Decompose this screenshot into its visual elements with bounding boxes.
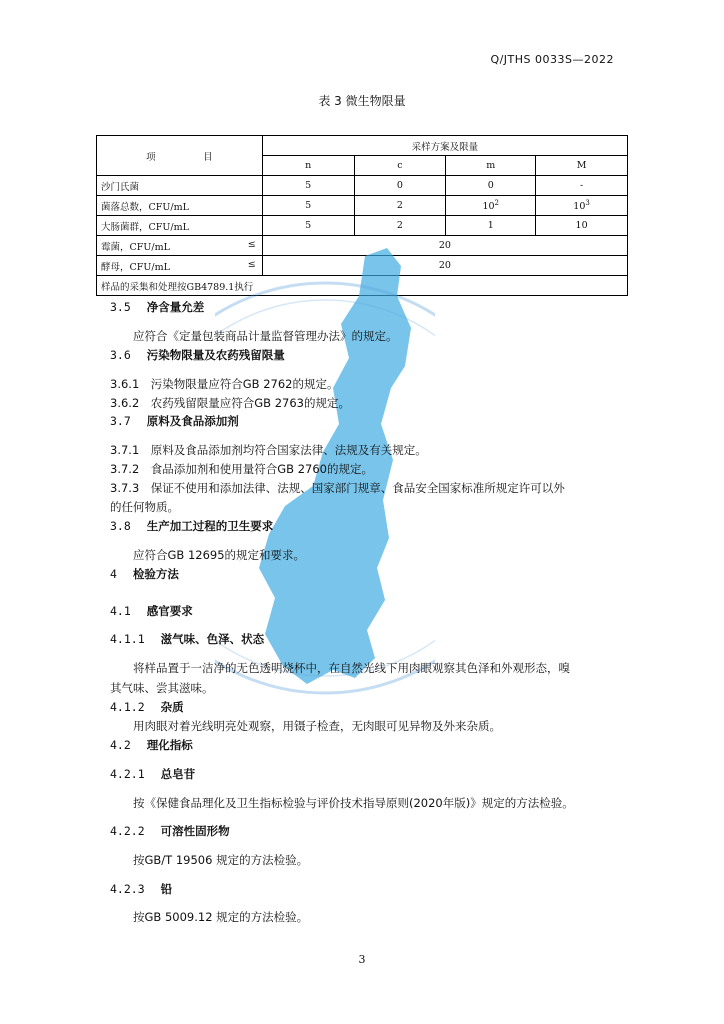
section-heading bbox=[110, 737, 193, 753]
page-number: 3 bbox=[358, 953, 366, 966]
company-seal-stamp bbox=[215, 238, 435, 758]
section-number: 4.2 bbox=[110, 738, 131, 752]
section-number: 4.1.2 bbox=[110, 700, 145, 714]
section-title: 杂质 bbox=[160, 700, 184, 714]
table-footnote: 样品的采集和处理按GB4789.1执行 bbox=[97, 276, 628, 296]
header-sampling-plan: 采样方案及限量 bbox=[262, 136, 627, 156]
section-title: 滋气味、色泽、状态 bbox=[160, 632, 265, 646]
paragraph-line: 将样品置于一洁净的无色透明烧杯中，在自然光线下用肉眼观察其色泽和外观形态，嗅 bbox=[133, 661, 570, 675]
mold-limit-value: 20 bbox=[262, 236, 627, 256]
paragraph-line: 3.7.1 原料及食品添加剂均符合国家法律、法规及有关规定。 bbox=[110, 443, 427, 457]
section-number: 3.8 bbox=[110, 519, 131, 533]
section-heading bbox=[110, 299, 204, 315]
table-row bbox=[97, 216, 628, 236]
row-name: 菌落总数，CFU/mL bbox=[97, 196, 263, 216]
section-heading bbox=[110, 518, 273, 534]
cell-c: 0 bbox=[354, 176, 446, 196]
table-header-row bbox=[97, 136, 628, 156]
cell-n: 5 bbox=[262, 176, 354, 196]
section-number: 3.5 bbox=[110, 300, 131, 314]
yeast-label: 酵母，CFU/mL bbox=[101, 261, 170, 273]
section-heading bbox=[110, 823, 230, 839]
subheader-M: M bbox=[536, 156, 628, 176]
subheader-c: c bbox=[354, 156, 446, 176]
section-title: 感官要求 bbox=[146, 604, 193, 618]
section-number: 4.1 bbox=[110, 604, 131, 618]
section-heading bbox=[110, 347, 285, 363]
section-heading bbox=[110, 881, 172, 897]
mold-le-symbol: ≤ bbox=[247, 238, 256, 250]
cell-M bbox=[536, 196, 628, 216]
row-name: 大肠菌群，CFU/mL bbox=[97, 216, 263, 236]
paragraph-line: 3.7.3 保证不使用和添加法律、法规、国家部门规章、食品安全国家标准所规定许可以外 bbox=[110, 481, 565, 495]
subheader-m: m bbox=[446, 156, 536, 176]
cell-m: 0 bbox=[446, 176, 536, 196]
cell-M-exponent: 3 bbox=[585, 198, 590, 207]
section-heading bbox=[110, 631, 264, 647]
section-title: 原料及食品添加剂 bbox=[146, 414, 239, 428]
section-title: 污染物限量及农药残留限量 bbox=[146, 348, 285, 362]
cell-m-base: 10 bbox=[482, 201, 495, 213]
cell-m bbox=[446, 196, 536, 216]
cell-c: 2 bbox=[354, 216, 446, 236]
table-row bbox=[97, 196, 628, 216]
table-row bbox=[97, 176, 628, 196]
paragraph-line: 应符合GB 12695的规定和要求。 bbox=[133, 548, 306, 562]
row-name: 沙门氏菌 bbox=[97, 176, 263, 196]
section-title: 生产加工过程的卫生要求 bbox=[146, 519, 274, 533]
paragraph-line: 3.7.2 食品添加剂和使用量符合GB 2760的规定。 bbox=[110, 462, 373, 476]
cell-m: 1 bbox=[446, 216, 536, 236]
section-title: 总皂苷 bbox=[160, 767, 196, 781]
section-heading bbox=[110, 603, 193, 619]
paragraph-line: 3.6.2 农药残留限量应符合GB 2763的规定。 bbox=[110, 396, 350, 410]
section-title: 铅 bbox=[160, 882, 173, 896]
section-number: 4.2.2 bbox=[110, 824, 145, 838]
paragraph-line: 按GB/T 19506 规定的方法检验。 bbox=[133, 853, 309, 867]
section-title: 净含量允差 bbox=[146, 300, 205, 314]
paragraph-line: 按《保健食品理化及卫生指标检验与评价技术指导原则(2020年版)》规定的方法检验。 bbox=[133, 796, 574, 810]
section-title: 检验方法 bbox=[132, 567, 179, 581]
section-number: 4.1.1 bbox=[110, 632, 145, 646]
section-title: 可溶性固形物 bbox=[160, 824, 230, 838]
section-heading bbox=[110, 566, 179, 582]
cell-m-exponent: 2 bbox=[494, 198, 500, 207]
cell-M-base: 10 bbox=[573, 201, 586, 213]
paragraph-line: 的任何物质。 bbox=[110, 500, 179, 514]
header-item: 项 目 bbox=[97, 136, 263, 176]
table-caption: 表 3 微生物限量 bbox=[318, 94, 406, 108]
section-title: 理化指标 bbox=[146, 738, 193, 752]
section-number: 4.2.3 bbox=[110, 882, 145, 896]
section-heading bbox=[110, 413, 239, 429]
yeast-le-symbol: ≤ bbox=[247, 258, 256, 270]
mold-label: 霉菌，CFU/mL bbox=[101, 241, 170, 253]
paragraph-line: 按GB 5009.12 规定的方法检验。 bbox=[133, 910, 309, 924]
cell-c: 2 bbox=[354, 196, 446, 216]
cell-n: 5 bbox=[262, 216, 354, 236]
cell-M: - bbox=[536, 176, 628, 196]
section-number: 4.2.1 bbox=[110, 767, 145, 781]
paragraph-line: 其气味、尝其滋味。 bbox=[110, 681, 214, 695]
section-number: 3.6 bbox=[110, 348, 131, 362]
standard-code: Q/JTHS 0033S—2022 bbox=[490, 53, 614, 66]
yeast-limit-value: 20 bbox=[262, 256, 627, 276]
subheader-n: n bbox=[262, 156, 354, 176]
section-heading bbox=[110, 766, 195, 782]
section-number: 4 bbox=[110, 567, 117, 581]
paragraph-line: 用肉眼对着光线明亮处观察，用镊子检查，无肉眼可见异物及外来杂质。 bbox=[133, 719, 501, 733]
paragraph-line: 应符合《定量包装商品计量监督管理办法》的规定。 bbox=[133, 329, 398, 343]
section-number: 3.7 bbox=[110, 414, 131, 428]
cell-n: 5 bbox=[262, 196, 354, 216]
section-heading bbox=[110, 699, 184, 715]
paragraph-line: 3.6.1 污染物限量应符合GB 2762的规定。 bbox=[110, 377, 339, 391]
cell-M: 10 bbox=[536, 216, 628, 236]
